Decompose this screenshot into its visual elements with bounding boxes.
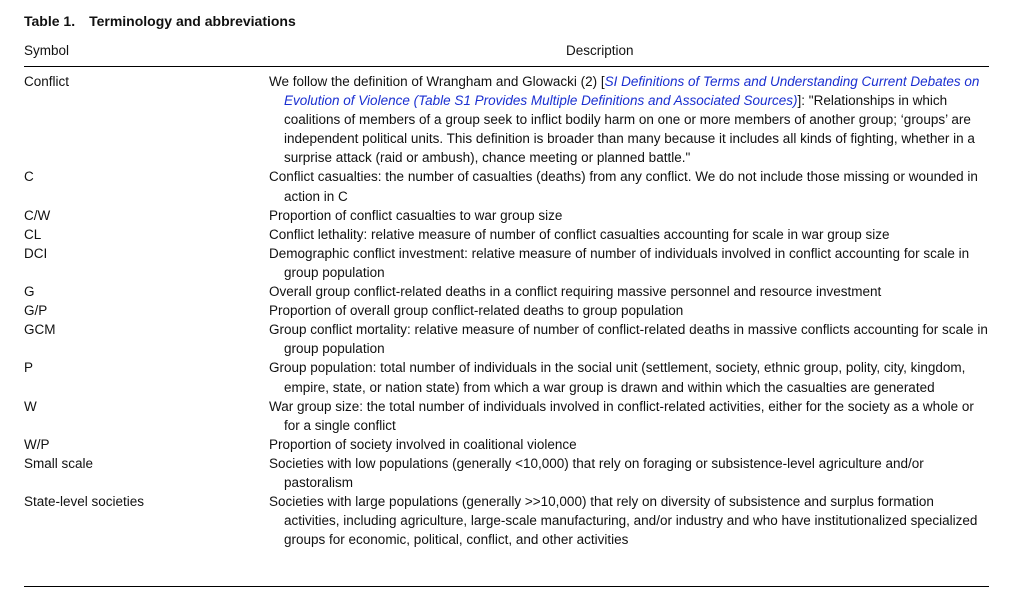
row-symbol: CL	[24, 226, 42, 242]
table-row	[24, 320, 989, 358]
row-description: Proportion of society involved in coalitional violence	[269, 436, 577, 452]
row-symbol: C	[24, 169, 34, 185]
row-symbol: W	[24, 398, 37, 414]
row-description: War group size: the total number of individuals involved in conflict-related activities, either for the society as a whole or for a single conflict	[269, 398, 974, 433]
footer-rule	[24, 586, 989, 587]
table-row	[24, 301, 989, 320]
row-description: Proportion of conflict casualties to war group size	[269, 207, 563, 223]
table-row	[24, 167, 989, 205]
row-symbol: GCM	[24, 322, 56, 338]
row-symbol: State-level societies	[24, 494, 145, 510]
table-row	[24, 244, 989, 282]
table-row	[24, 72, 989, 167]
row-description	[269, 72, 989, 167]
row-symbol: P	[24, 360, 34, 376]
row-symbol: G/P	[24, 303, 48, 319]
row-symbol: DCI	[24, 245, 48, 261]
row-description: Societies with low populations (generally <10,000) that rely on foraging or subsistence-level agriculture and/or pastoralism	[269, 455, 924, 490]
row-symbol: G	[24, 284, 35, 300]
row-description: Societies with large populations (generally >>10,000) that rely on diversity of subsistence and surplus formation activities, including agriculture, large-scale manufacturing, and/or industry and who have institutionalized specialized groups for economic, political, conflict, and other activities	[269, 494, 978, 548]
row-description: Demographic conflict investment: relative measure of number of individuals involved in conflict accounting for scale in group population	[269, 245, 970, 280]
table-row	[24, 454, 989, 492]
row-symbol: Conflict	[24, 74, 70, 89]
table-row	[24, 435, 989, 454]
row-symbol: C/W	[24, 207, 51, 223]
row-description: Group conflict mortality: relative measure of number of conflict-related deaths in massive conflicts accounting for scale in group population	[269, 322, 988, 357]
table-caption: Terminology and abbreviations	[89, 13, 296, 29]
row-description: Proportion of overall group conflict-related deaths to group population	[269, 303, 684, 319]
si-reference-link[interactable]: SI Definitions of Terms and Understanding Current Debates on Evolution of Violence (Table S1 Provides Multiple Definitions and Associated Sources)	[284, 74, 980, 109]
table-title	[24, 13, 296, 29]
column-header-description: Description	[566, 43, 634, 58]
column-header-symbol: Symbol	[24, 43, 70, 58]
row-description: Overall group conflict-related deaths in a conflict requiring massive personnel and resource investment	[269, 284, 882, 300]
row-symbol: Small scale	[24, 455, 94, 471]
table-row	[24, 358, 989, 396]
header-rule	[24, 66, 989, 67]
table-row	[24, 282, 989, 301]
table-row	[24, 397, 989, 435]
row-description: Conflict casualties: the number of casualties (deaths) from any conflict. We do not include those missing or wounded in action in C	[269, 169, 978, 204]
table-row	[24, 206, 989, 225]
row-description: Conflict lethality: relative measure of number of conflict casualties accounting for scale in war group size	[269, 226, 890, 242]
table-body	[24, 72, 989, 549]
row-description-text: We follow the definition of Wrangham and Glowacki (2) [	[269, 74, 605, 89]
table-label: Table 1.	[24, 13, 76, 29]
table-row	[24, 225, 989, 244]
row-symbol: W/P	[24, 436, 50, 452]
table-row	[24, 492, 989, 549]
row-description: Group population: total number of individuals in the social unit (settlement, society, ethnic group, polity, city, kingdom, empire, state, or nation state) from which a war group is drawn and within which the casualties are generated	[269, 360, 966, 395]
row-description-text: ]: "Relationships in which coalitions of members of a group seek to inflict bodily harm on one or more members of another group; ‘groups’ are independent political units. This definition is broader than many because it includes all kinds of fighting, whether in a surprise attack (raid or ambush), chance meeting or planned battle."	[284, 93, 975, 166]
